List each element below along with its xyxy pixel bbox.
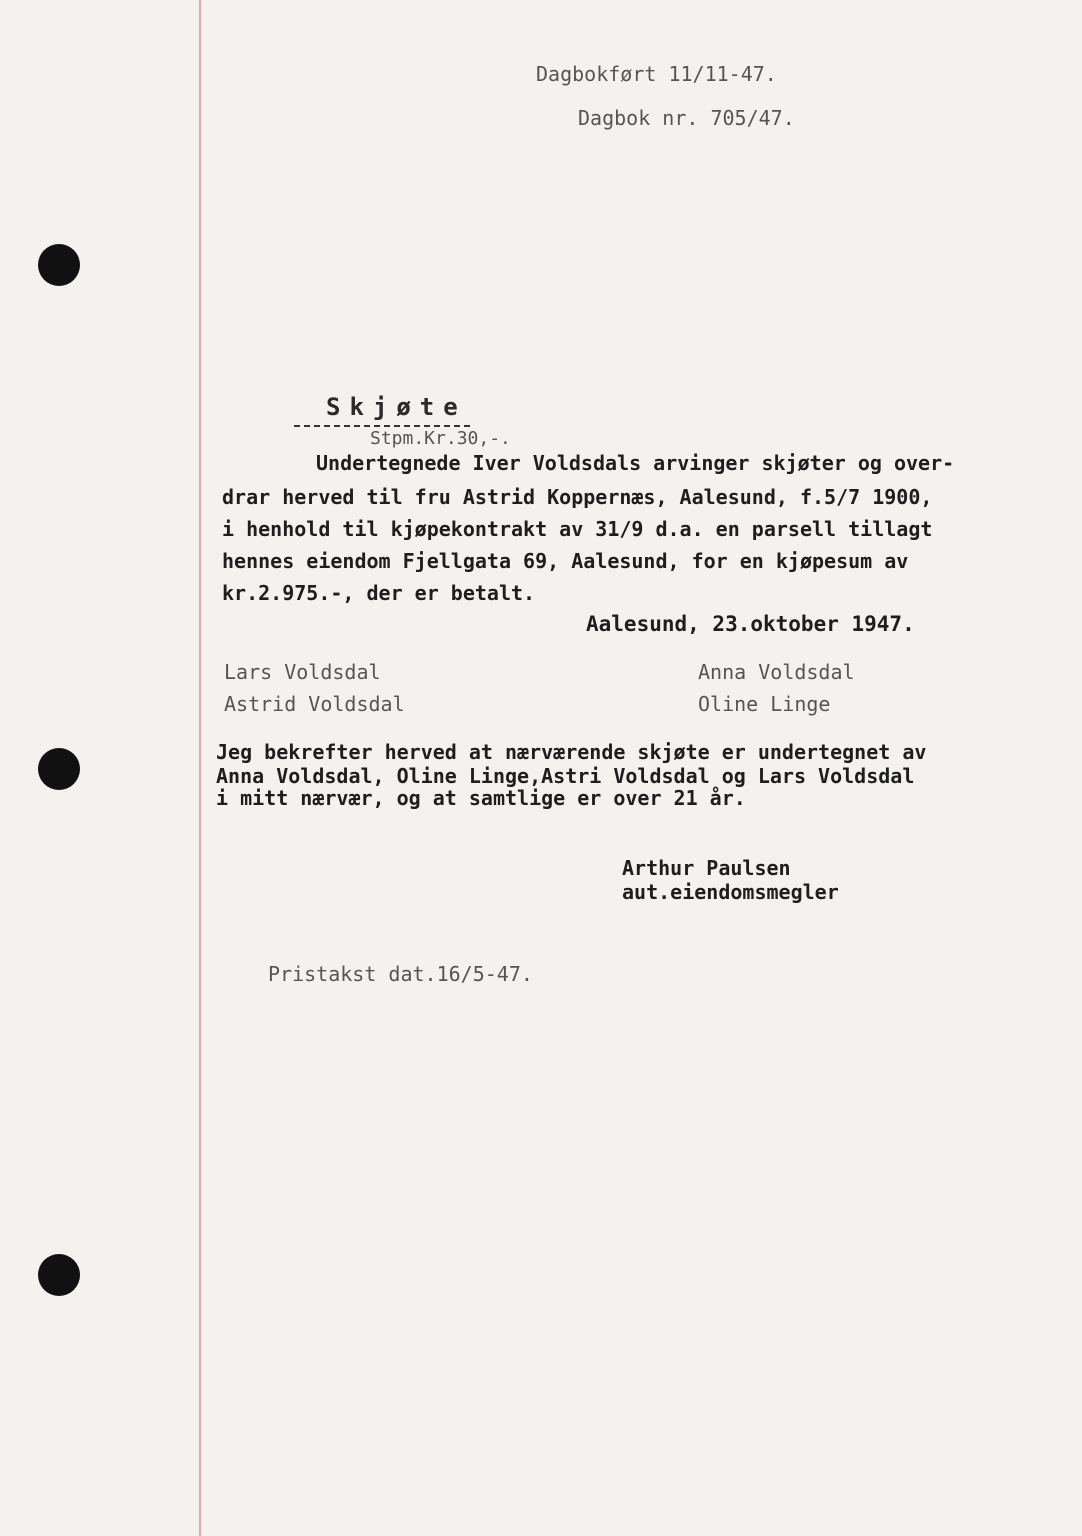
stamp-duty: Stpm.Kr.30,-.: [370, 428, 511, 449]
price-assessment-note: Pristakst dat.16/5-47.: [268, 962, 533, 986]
confirmation-line: i mitt nærvær, og at samtlige er over 21 år.: [216, 786, 746, 810]
deed-body-line: Undertegnede Iver Voldsdals arvinger skjøter og over-: [316, 451, 955, 475]
punch-hole-icon: [38, 748, 80, 790]
punch-hole-icon: [38, 1254, 80, 1296]
deed-body-line: i henhold til kjøpekontrakt av 31/9 d.a. en parsell tillagt: [222, 517, 933, 541]
signature-left: Lars Voldsdal: [224, 660, 381, 684]
margin-line: [199, 0, 201, 1536]
signature-left: Astrid Voldsdal: [224, 692, 405, 716]
confirmation-line: Jeg bekrefter herved at nærværende skjøte er undertegnet av: [216, 740, 927, 764]
background-watermark: [330, 20, 410, 1420]
signature-right: Anna Voldsdal: [698, 660, 855, 684]
place-and-date: Aalesund, 23.oktober 1947.: [586, 612, 915, 636]
confirmation-line: Anna Voldsdal, Oline Linge,Astri Voldsdal og Lars Voldsdal: [216, 764, 915, 788]
punch-hole-icon: [38, 244, 80, 286]
deed-body-line: drar herved til fru Astrid Koppernæs, Aalesund, f.5/7 1900,: [222, 485, 933, 509]
deed-body-line: hennes eiendom Fjellgata 69, Aalesund, for en kjøpesum av: [222, 549, 909, 573]
deed-title: Skjøte: [326, 393, 467, 421]
diary-number: Dagbok nr. 705/47.: [578, 106, 795, 130]
signature-right: Oline Linge: [698, 692, 831, 716]
diary-entry-date: Dagbokført 11/11-47.: [536, 62, 777, 86]
broker-title: aut.eiendomsmegler: [622, 880, 839, 904]
broker-name: Arthur Paulsen: [622, 856, 791, 880]
deed-body-line: kr.2.975.-, der er betalt.: [222, 581, 536, 605]
